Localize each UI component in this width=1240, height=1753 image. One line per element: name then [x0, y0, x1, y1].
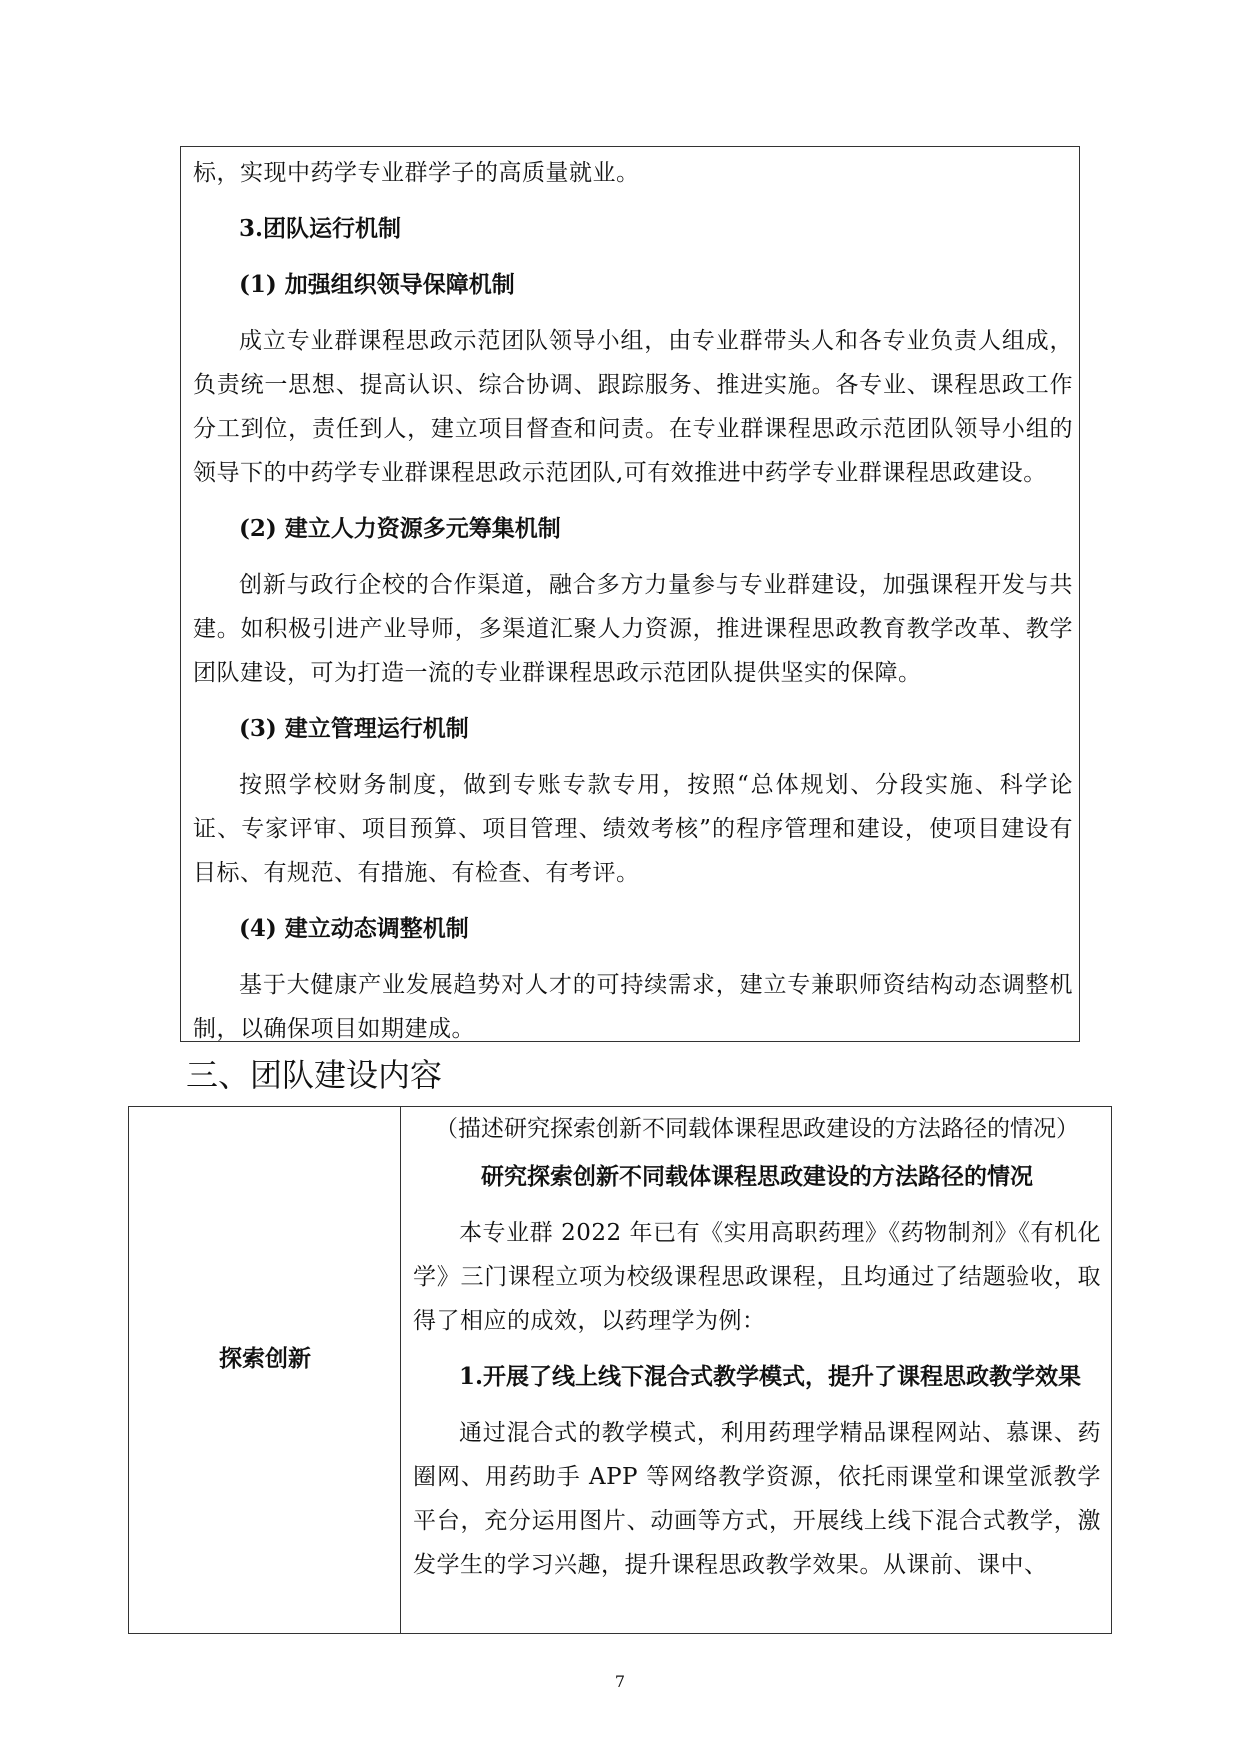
- item-title: (3) 建立管理运行机制: [239, 715, 469, 742]
- section-heading: 3.团队运行机制: [239, 215, 402, 242]
- item-body: 基于大健康产业发展趋势对人才的可持续需求，建立专兼职师资结构动态调整机制，以确保项目如期建成。: [193, 972, 1073, 1042]
- mechanism-table-cell: [180, 146, 1080, 1042]
- item-title: (4) 建立动态调整机制: [239, 915, 469, 942]
- point-body: 通过混合式的教学模式，利用药理学精品课程网站、慕课、药圈网、用药助手 APP 等网络教学资源，依托雨课堂和课堂派教学平台，充分运用图片、动画等方式，开展线上线下混合式教学，激发学生的学习兴趣，提升课程思政教学效果。从课前、课中、: [413, 1420, 1101, 1578]
- row-content-cell: [413, 1107, 1101, 1587]
- content-table: [128, 1106, 1112, 1634]
- page-number: 7: [614, 1672, 626, 1691]
- mechanism-content: [193, 147, 1073, 1051]
- continuation-text: 标，实现中药学专业群学子的高质量就业。: [193, 160, 640, 186]
- item-body: 按照学校财务制度，做到专账专款专用，按照“总体规划、分段实施、科学论证、专家评审、项目预算、项目管理、绩效考核”的程序管理和建设，使项目建设有目标、有规范、有措施、有检查、有考评。: [193, 772, 1073, 886]
- cell-hint: （描述研究探索创新不同载体课程思政建设的方法路径的情况）: [435, 1116, 1079, 1142]
- row-label-cell: [129, 1107, 401, 1633]
- row-label: 探索创新: [219, 1346, 311, 1372]
- cell-subheading: 研究探索创新不同载体课程思政建设的方法路径的情况: [481, 1163, 1033, 1190]
- cell-intro: 本专业群 2022 年已有《实用高职药理》《药物制剂》《有机化学》三门课程立项为校级课程思政课程，且均通过了结题验收，取得了相应的成效，以药理学为例：: [413, 1220, 1101, 1334]
- item-title: (2) 建立人力资源多元筹集机制: [239, 515, 561, 542]
- item-title: (1) 加强组织领导保障机制: [239, 271, 515, 298]
- item-body: 创新与政行企校的合作渠道，融合多方力量参与专业群建设，加强课程开发与共建。如积极引进产业导师，多渠道汇聚人力资源，推进课程思政教育教学改革、教学团队建设，可为打造一流的专业群课程思政示范团队提供坚实的保障。: [193, 572, 1073, 686]
- section-title: 三、团队建设内容: [186, 1056, 443, 1094]
- item-body: 成立专业群课程思政示范团队领导小组，由专业群带头人和各专业负责人组成，负责统一思想、提高认识、综合协调、跟踪服务、推进实施。各专业、课程思政工作分工到位，责任到人，建立项目督查和问责。在专业群课程思政示范团队领导小组的领导下的中药学专业群课程思政示范团队,可有效推进中药学专业群课程思政建设。: [193, 328, 1073, 486]
- point-title: 1.开展了线上线下混合式教学模式，提升了课程思政教学效果: [459, 1363, 1082, 1390]
